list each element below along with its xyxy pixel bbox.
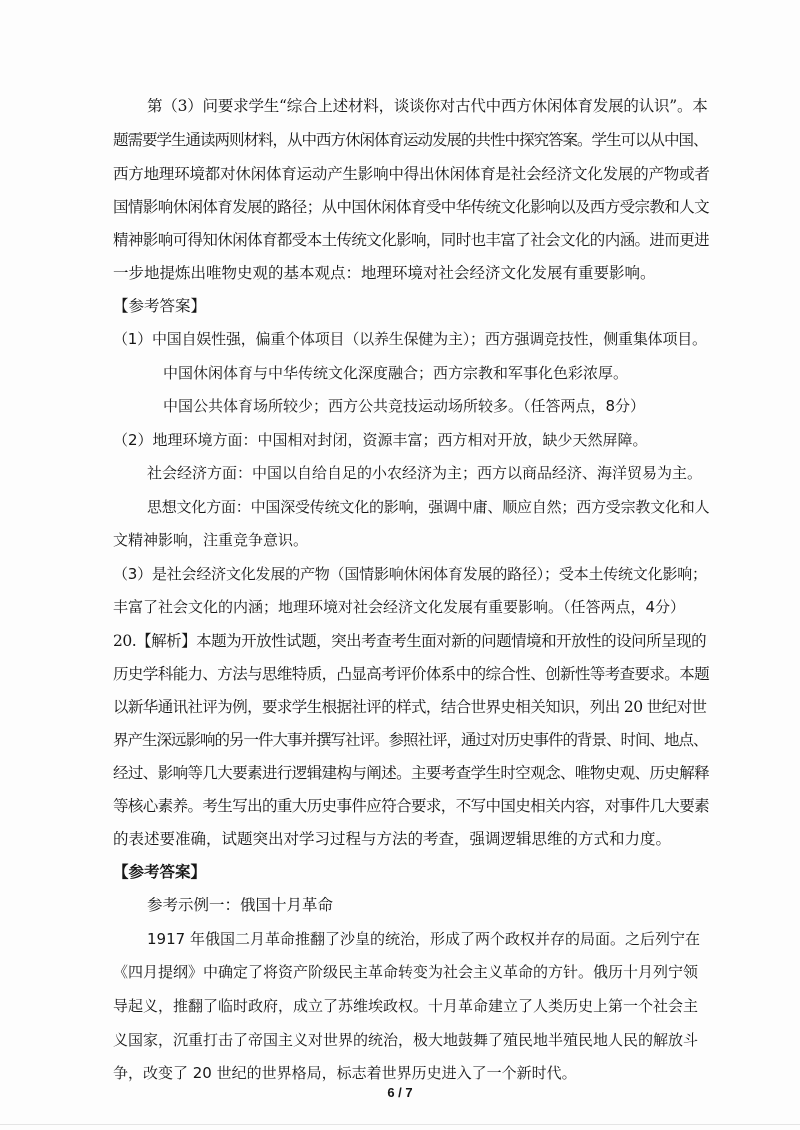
- example-line: 导起义，推翻了临时政府，成立了苏维埃政权。十月革命建立了人类历史上第一个社会主: [113, 997, 699, 1015]
- analysis-line: 20.【解析】本题为开放性试题，突出考查考生面对新的问题情境和开放性的设问所呈现的: [113, 632, 707, 650]
- answer-line: （1）中国自娱性强，偏重个体项目（以养生保健为主）；西方强调竞技性，侧重集体项目。: [113, 330, 707, 348]
- page-number: 6 / 7: [387, 1085, 413, 1100]
- example-line: 义国家，沉重打击了帝国主义对世界的统治，极大地鼓舞了殖民地半殖民地人民的解放斗: [113, 1031, 699, 1049]
- paragraph-line: 国情影响休闲体育发展的路径；从中国休闲体育受中华传统文化影响以及西方受宗教和人文: [113, 198, 710, 216]
- answer-heading: 【参考答案】: [113, 297, 207, 315]
- paragraph-line: 第（3）问要求学生“综合上述材料，谈谈你对古代中西方休闲体育发展的认识”。本: [147, 97, 708, 115]
- analysis-line: 等核心素养。考生写出的重大历史事件应符合要求，不写中国史相关内容，对事件几大要素: [113, 797, 710, 815]
- answer-line: 思想文化方面：中国深受传统文化的影响，强调中庸、顺应自然；西方受宗教文化和人: [147, 498, 710, 516]
- answer-line: （3）是社会经济文化发展的产物（国情影响休闲体育发展的路径）；受本土传统文化影响；: [113, 565, 707, 583]
- paragraph-line: 精神影响可得知休闲体育都受本土传统文化影响，同时也丰富了社会文化的内涵。进而更进: [113, 231, 710, 249]
- paragraph-line: 题需要学生通读两则材料，从中西方休闲体育运动发展的共性中探究答案。学生可以从中国、: [113, 131, 708, 149]
- analysis-line: 以新华通讯社评为例，要求学生根据社评的样式，结合世界史相关知识，列出 20 世纪对世: [113, 698, 707, 716]
- paragraph-line: 西方地理环境都对休闲体育运动产生影响中得出休闲体育是社会经济文化发展的产物或者: [113, 165, 710, 183]
- page-bottom-divider: [0, 1124, 800, 1125]
- analysis-line: 界产生深远影响的另一件大事并撰写社评。参照社评，通过对历史事件的背景、时间、地点、: [113, 731, 708, 749]
- analysis-line: 的表述要准确，试题突出对学习过程与方法的考查，强调逻辑思维的方式和力度。: [113, 830, 672, 848]
- paragraph-line: 一步地提炼出唯物史观的基本观点：地理环境对社会经济文化发展有重要影响。: [113, 264, 656, 282]
- answer-line: 中国休闲体育与中华传统文化深度融合；西方宗教和军事化色彩浓厚。: [163, 364, 629, 382]
- example-line: 《四月提纲》中确定了将资产阶级民主革命转变为社会主义革命的方针。俄历十月列宁领: [113, 963, 699, 981]
- answer-line: 社会经济方面：中国以自给自足的小农经济为主；西方以商品经济、海洋贸易为主。: [147, 464, 703, 482]
- answer-line: 中国公共体育场所较少；西方公共竞技运动场所较多。（任答两点，8分）: [163, 397, 646, 415]
- example-line: 争，改变了 20 世纪的世界格局，标志着世界历史进入了一个新时代。: [113, 1064, 577, 1082]
- analysis-line: 历史学科能力、方法与思维特质，凸显高考评价体系中的综合性、创新性等考查要求。本题: [113, 665, 710, 683]
- analysis-line: 经过、影响等几大要素进行逻辑建构与阐述。主要考查学生时空观念、唯物史观、历史解释: [113, 764, 710, 782]
- example-title: 参考示例一：俄国十月革命: [147, 896, 334, 914]
- answer-line: （2）地理环境方面：中国相对封闭，资源丰富；西方相对开放，缺少天然屏障。: [113, 431, 648, 449]
- example-line: 1917 年俄国二月革命推翻了沙皇的统治，形成了两个政权并存的局面。之后列宁在: [147, 930, 700, 948]
- answer-line: 丰富了社会文化的内涵；地理环境对社会经济文化发展有重要影响。（任答两点，4分）: [113, 598, 686, 616]
- answer-line: 文精神影响，注重竞争意识。: [113, 531, 309, 549]
- answer-heading: 【参考答案】: [113, 862, 207, 881]
